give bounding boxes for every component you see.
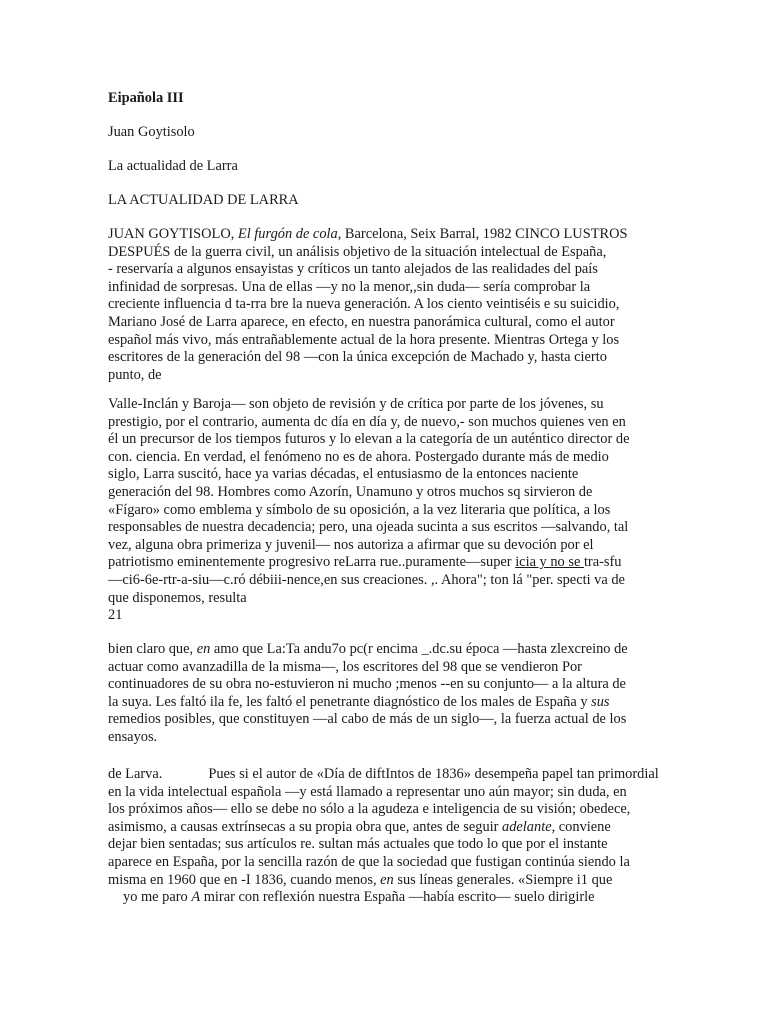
document-heading [108,90,184,108]
text-line [108,641,628,659]
italic-text: A [191,889,201,906]
text-line: en la vida intelectual española —y está llamado a representar uno aún mayor; sin duda, en [108,783,627,800]
text-line: «Fígaro» como emblema y símbolo de su oposición, a la vez literaria que política, a los [108,501,611,518]
text-span: bien claro que, [108,641,197,657]
text-span: tra-sfu [583,554,622,571]
author-text: Juan Goytisolo [108,124,195,140]
text-line: remedios posibles, que constituyen —al cabo de más de un siglo—, la fuerza actual de los [108,711,627,728]
italic-text: en [380,871,394,888]
underlined-text: icia y no se [515,554,584,571]
heading-text: Eipañola III [108,90,184,106]
italic-text: sus [591,693,610,710]
text-line: prestigio, por el contrario, aumenta dc día en día y, de nuevo,- son muchos quienes ven en [108,413,626,430]
text-line: escritores de la generación del 98 —con la única excepción de Machado y, hasta cierto [108,349,607,366]
text-line: creciente influencia d ta-rra bre la nueva generación. A los ciento veintiséis e su suicidio, [108,296,620,313]
text-line [108,872,659,890]
text-line [108,226,628,244]
paragraph-2 [108,396,629,625]
text-line: español más vivo, más entrañablemente actual de la hora presente. Mientras Ortega y los [108,331,620,348]
page-number: 21 [108,607,123,624]
text-line: siglo, Larra suscitó, hace ya varias décadas, el entusiasmo de la entonces naciente [108,466,579,483]
text-span: amo que La:Ta andu7o pc(r encima _.dc.su época —hasta zlexcreino de [210,641,628,657]
text-line [108,554,629,572]
title-caps-line [108,192,299,210]
text-line: vez, alguna obra primeriza y juvenil— nos autoriza a afirmar que su devoción por el [108,536,594,553]
text-span: la suya. Les faltó ila fe, les faltó el penetrante diagnóstico de los males de España y [108,693,592,710]
text-line: infinidad de sorpresas. Una de ellas —y no la menor,,sin duda— sería comprobar la [108,278,591,295]
title-text: La actualidad de Larra [108,158,238,174]
text-line: responsables de nuestra decadencia; pero, una ojeada sucinta a sus escritos —salvando, tal [108,519,629,536]
paragraph-4 [108,766,659,907]
author-line [108,124,195,142]
text-line [108,694,628,712]
italic-text: en [196,641,211,657]
text-span: patriotismo eminentemente progresivo reLarra rue..puramente—super [108,554,516,571]
text-line [108,766,659,784]
text-span: de Larva. [108,766,163,782]
text-span: conviene [555,818,611,835]
text-line [108,889,659,907]
text-span: mirar con reflexión nuestra España —había escrito— suelo dirigirle [200,889,595,906]
text-line: ensayos. [108,728,158,745]
text-line [108,819,659,837]
text-line: - reservaría a algunos ensayistas y críticos un tanto alejados de las realidades del país [108,261,598,278]
text-line: aparece en España, por la sencilla razón de que la sociedad que fustigan continúa siendo la [108,853,630,870]
book-title-italic: El furgón de cola, [237,226,342,242]
text-line: que disponemos, resulta [108,589,247,606]
text-span: Pues si el autor de «Día de diftIntos de 1836» desempeña papel tan primordial [208,766,659,782]
text-line: generación del 98. Hombres como Azorín, Unamuno y otros muchos sq sirvieron de [108,483,593,500]
text-line: dejar bien sentadas; sus artículos re. sultan más actuales que todo lo que por el instante [108,836,608,853]
paragraph-3 [108,641,628,747]
italic-text: adelante, [502,818,556,835]
paragraph-1 [108,226,628,384]
title-caps-text: LA ACTUALIDAD DE LARRA [108,192,299,208]
text-line: DESPUÉS de la guerra civil, un análisis objetivo de la situación intelectual de España, [108,243,607,260]
text-line: continuadores de su obra no-estuvieron ni mucho ;menos --en su conjunto— a la altura de [108,676,626,693]
title-line [108,158,238,176]
text-line: los próximos años— ello se debe no sólo a la agudeza e inteligencia de su visión; obedece, [108,801,631,818]
text-line: Mariano José de Larra aparece, en efecto, en nuestra panorámica cultural, como el autor [108,313,615,330]
text-span: yo me paro [123,889,192,906]
text-span: misma en 1960 que en -I 1836, cuando menos, [108,871,381,888]
text-line: Valle-Inclán y Baroja— son objeto de revisión y de crítica por parte de los jóvenes, su [108,396,604,412]
text-line: punto, de [108,366,162,383]
text-line: —ci6-6e-rtr-a-siu—c.ró débiii-nence,en sus creaciones. ,. Ahora"; ton lá "per. specti va de [108,571,625,588]
text-line: actuar como avanzadilla de la misma—, los escritores del 98 que se vendieron Por [108,658,582,675]
text-span: JUAN GOYTISOLO, [108,226,238,242]
text-span: asimismo, a causas extrínsecas a su propia obra que, antes de seguir [108,818,503,835]
text-span: Barcelona, Seix Barral, 1982 CINCO LUSTROS [341,226,628,242]
text-line: él un precursor de los tiempos futuros y lo elevan a la categoría de un auténtico director de [108,431,630,448]
text-line: con. ciencia. En verdad, el fenómeno no es de ahora. Postergado durante más de medio [108,448,609,465]
text-span: sus líneas generales. «Siempre i1 que [393,871,613,888]
